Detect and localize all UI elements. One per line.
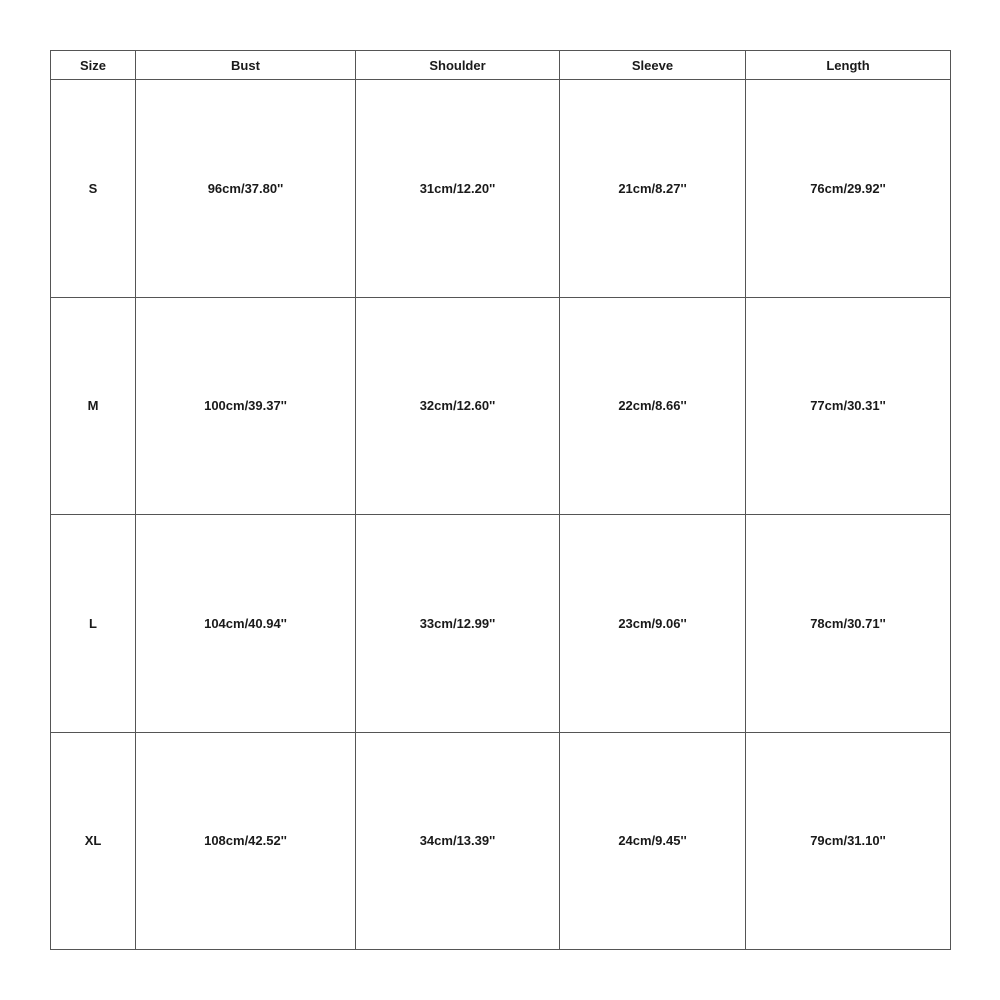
header-row <box>51 51 951 80</box>
cell-shoulder: 34cm/13.39'' <box>356 732 560 950</box>
cell-length: 79cm/31.10'' <box>746 732 951 950</box>
header-shoulder: Shoulder <box>356 51 560 80</box>
cell-length: 78cm/30.71'' <box>746 515 951 733</box>
cell-shoulder: 32cm/12.60'' <box>356 297 560 515</box>
table-body <box>51 80 951 950</box>
cell-shoulder: 33cm/12.99'' <box>356 515 560 733</box>
cell-sleeve: 23cm/9.06'' <box>560 515 746 733</box>
header-size: Size <box>51 51 136 80</box>
header-length: Length <box>746 51 951 80</box>
cell-size: S <box>51 80 136 298</box>
table-row <box>51 297 951 515</box>
cell-sleeve: 22cm/8.66'' <box>560 297 746 515</box>
table-row <box>51 80 951 298</box>
cell-length: 77cm/30.31'' <box>746 297 951 515</box>
cell-sleeve: 24cm/9.45'' <box>560 732 746 950</box>
size-chart-table <box>50 50 951 950</box>
cell-shoulder: 31cm/12.20'' <box>356 80 560 298</box>
cell-sleeve: 21cm/8.27'' <box>560 80 746 298</box>
table-row <box>51 515 951 733</box>
cell-bust: 108cm/42.52'' <box>136 732 356 950</box>
cell-size: L <box>51 515 136 733</box>
header-bust: Bust <box>136 51 356 80</box>
cell-size: XL <box>51 732 136 950</box>
header-sleeve: Sleeve <box>560 51 746 80</box>
cell-bust: 96cm/37.80'' <box>136 80 356 298</box>
cell-bust: 100cm/39.37'' <box>136 297 356 515</box>
cell-bust: 104cm/40.94'' <box>136 515 356 733</box>
table-header <box>51 51 951 80</box>
cell-length: 76cm/29.92'' <box>746 80 951 298</box>
table-row <box>51 732 951 950</box>
cell-size: M <box>51 297 136 515</box>
